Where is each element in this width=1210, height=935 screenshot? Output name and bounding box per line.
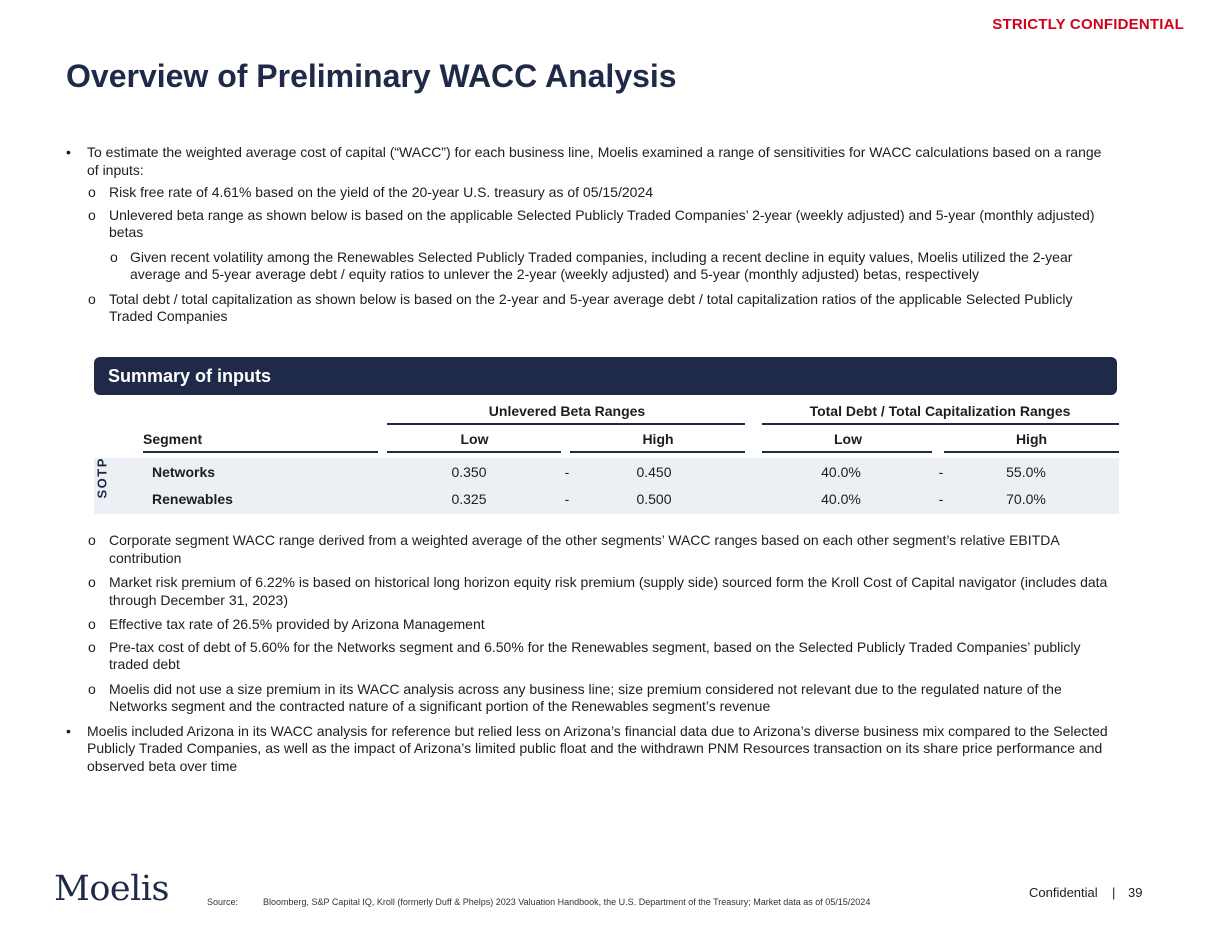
bullet-marker: • bbox=[66, 144, 71, 160]
bullet-text: Total debt / total capitalization as shown below is based on the 2-year and 5-year average debt / total capitalization ratios of the applicable Selected Publicly Traded Companies bbox=[109, 290, 1073, 324]
column-underline-beta-low bbox=[387, 451, 561, 453]
group-header-beta: Unlevered Beta Ranges bbox=[488, 403, 646, 419]
page-number: 39 bbox=[1128, 885, 1143, 900]
sub-bullet-item bbox=[66, 681, 1116, 716]
beta-low-cell: 0.325 bbox=[451, 491, 487, 507]
column-underline-beta-high bbox=[570, 451, 745, 453]
intro-bullets bbox=[66, 144, 1116, 326]
column-underline-debt-low bbox=[762, 451, 932, 453]
bullet-marker: o bbox=[88, 638, 96, 655]
bullet-text: Corporate segment WACC range derived from a weighted average of the other segments’ WACC ranges based on each other segment’s relative EBITDA contribution bbox=[109, 532, 1059, 566]
column-header-segment: Segment bbox=[143, 431, 203, 447]
bullet-item bbox=[66, 723, 1116, 776]
column-header-debt-low: Low bbox=[834, 431, 862, 447]
range-dash: - bbox=[564, 491, 570, 507]
segment-cell: Renewables bbox=[152, 491, 233, 507]
summary-table bbox=[94, 398, 1119, 518]
bullet-marker: o bbox=[110, 248, 118, 265]
sub-sub-bullet-item bbox=[66, 249, 1116, 284]
confidential-tag: STRICTLY CONFIDENTIAL bbox=[992, 16, 1184, 33]
debt-low-cell: 40.0% bbox=[821, 464, 861, 480]
beta-high-cell: 0.450 bbox=[636, 464, 672, 480]
range-dash: - bbox=[938, 491, 944, 507]
column-header-beta-high: High bbox=[642, 431, 674, 447]
column-header-beta-low: Low bbox=[460, 431, 489, 447]
group-underline-beta bbox=[387, 423, 745, 425]
source-label: Source: bbox=[207, 897, 239, 907]
page-title: Overview of Preliminary WACC Analysis bbox=[66, 58, 677, 94]
sub-bullet-item bbox=[66, 639, 1116, 674]
summary-header-bar: Summary of inputs bbox=[94, 357, 1117, 395]
sub-bullet-item bbox=[66, 532, 1116, 567]
bullet-text: Pre-tax cost of debt of 5.60% for the Networks segment and 6.50% for the Renewables segment, based on the Selected Publicly Traded Companies’ publicly traded debt bbox=[109, 638, 1081, 672]
sub-bullet-item bbox=[66, 207, 1116, 242]
bullet-text: Risk free rate of 4.61% based on the yield of the 20-year U.S. treasury as of 05/15/2024 bbox=[109, 184, 653, 200]
debt-high-cell: 55.0% bbox=[1006, 464, 1046, 480]
bullet-marker: o bbox=[88, 532, 96, 548]
column-underline-segment bbox=[143, 451, 378, 453]
bullet-text: Unlevered beta range as shown below is based on the applicable Selected Publicly Traded Companies’ 2-year (weekly adjusted) and 5-year (monthly adjusted) betas bbox=[109, 206, 1095, 240]
bullet-text: Moelis did not use a size premium in its WACC analysis across any business line; size premium considered not relevant due to the regulated nature of the Networks segment and the contracted nature of a significant portion of the Renewables segment’s revenue bbox=[109, 680, 1062, 714]
debt-low-cell: 40.0% bbox=[821, 491, 861, 507]
moelis-logo: Moelis bbox=[54, 869, 169, 909]
bullet-marker: o bbox=[88, 574, 96, 590]
group-header-debt: Total Debt / Total Capitalization Ranges bbox=[809, 403, 1071, 419]
source-note bbox=[207, 897, 870, 907]
bullet-marker: o bbox=[88, 184, 96, 200]
bullet-text: Given recent volatility among the Renewables Selected Publicly Traded companies, including a recent decline in equity values, Moelis utilized the 2-year average and 5-year average debt / equity ratios to unlever the 2-year (weekly adjusted) and 5-year (monthly adjusted) betas, respectively bbox=[130, 248, 1073, 282]
sub-bullet-item bbox=[66, 184, 1116, 202]
detail-bullets bbox=[66, 532, 1116, 775]
bullet-marker: o bbox=[88, 290, 96, 307]
bullet-item bbox=[66, 144, 1116, 179]
bullet-marker: o bbox=[88, 206, 96, 223]
group-underline-debt bbox=[762, 423, 1119, 425]
footer-confidential: Confidential bbox=[1029, 885, 1098, 900]
bullet-marker: • bbox=[66, 722, 71, 739]
sub-bullet-item bbox=[66, 291, 1116, 326]
bullet-marker: o bbox=[88, 680, 96, 697]
sub-bullet-item bbox=[66, 616, 1116, 634]
footer-separator: | bbox=[1112, 885, 1116, 900]
bullet-text: Moelis included Arizona in its WACC analysis for reference but relied less on Arizona’s financial data due to Arizona’s diverse business mix compared to the Selected Publicly Traded Companies, as well as the impact of Arizona’s limited public float and the withdrawn PNM Resources transaction on its share price performance and observed beta over time bbox=[87, 722, 1108, 774]
range-dash: - bbox=[938, 464, 944, 480]
beta-high-cell: 0.500 bbox=[636, 491, 672, 507]
sotp-side-label: SOTP bbox=[94, 457, 110, 499]
beta-low-cell: 0.350 bbox=[451, 464, 487, 480]
bullet-marker: o bbox=[88, 616, 96, 632]
column-underline-debt-high bbox=[944, 451, 1119, 453]
bullet-text: To estimate the weighted average cost of capital (“WACC”) for each business line, Moelis examined a range of sensitivities for WACC calculations based on a range of inputs: bbox=[87, 144, 1102, 178]
bullet-text: Effective tax rate of 26.5% provided by Arizona Management bbox=[109, 616, 485, 632]
segment-cell: Networks bbox=[152, 464, 216, 480]
bullet-text: Market risk premium of 6.22% is based on historical long horizon equity risk premium (supply side) sourced form the Kroll Cost of Capital navigator (includes data through December 31, 2023) bbox=[109, 574, 1108, 608]
column-header-debt-high: High bbox=[1015, 431, 1048, 447]
range-dash: - bbox=[564, 464, 570, 480]
table-body-band bbox=[94, 458, 1119, 514]
debt-high-cell: 70.0% bbox=[1006, 491, 1046, 507]
sub-bullet-item bbox=[66, 574, 1116, 609]
source-text: Bloomberg, S&P Capital IQ, Kroll (formerly Duff & Phelps) 2023 Valuation Handbook, the U.S. Department of the Treasury; Market data as of 05/15/2024 bbox=[263, 897, 871, 907]
